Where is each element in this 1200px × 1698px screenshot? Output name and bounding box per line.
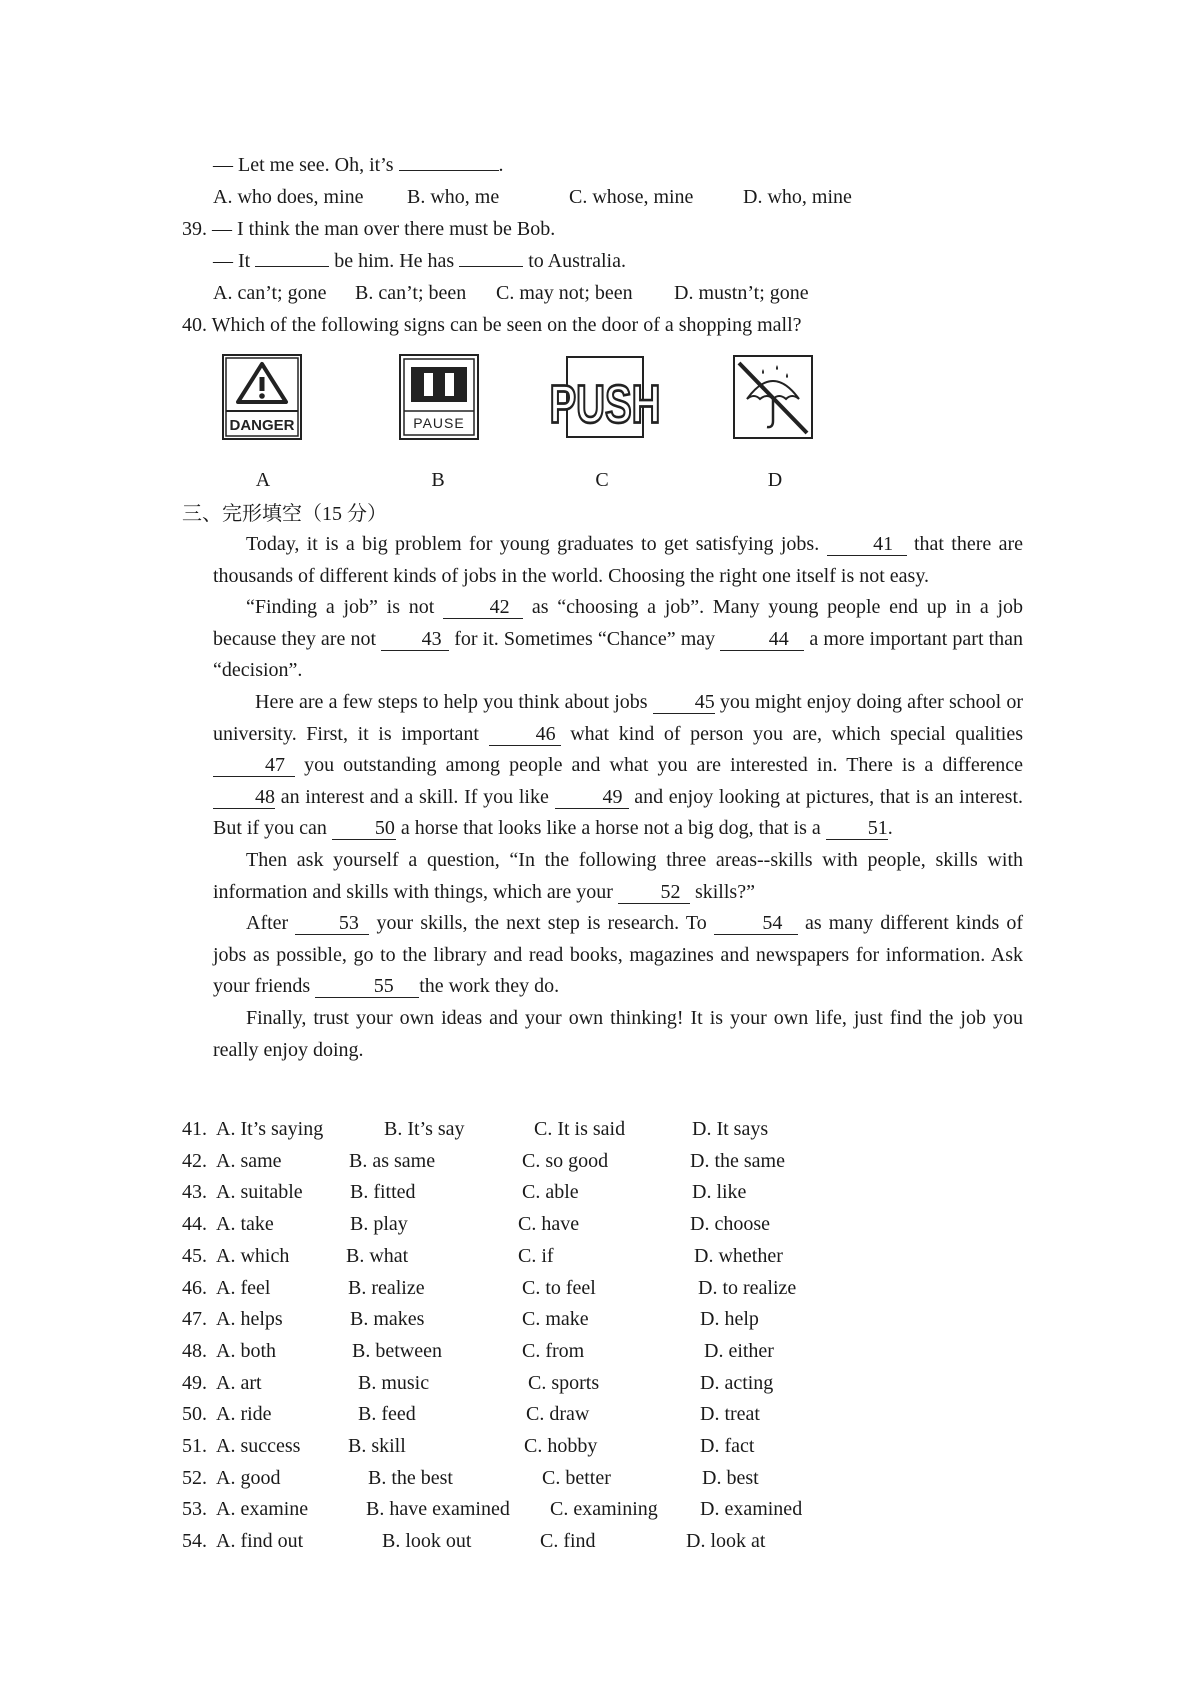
danger-warning-icon — [222, 354, 302, 440]
blank-41: 41 — [827, 533, 907, 556]
option-b: B. music — [358, 1371, 430, 1394]
option-d: D. who, mine — [743, 186, 852, 208]
option-a: A. can’t; gone — [213, 282, 327, 304]
option-b: B. makes — [350, 1308, 425, 1331]
option-row — [182, 1305, 1002, 1333]
sign-letter-a: A — [255, 469, 271, 491]
option-a: A. find out — [216, 1530, 304, 1553]
option-c: C. find — [540, 1530, 596, 1553]
cloze-passage — [213, 529, 1023, 1066]
blank-47: 47 — [213, 754, 295, 777]
passage-paragraph: After 53 your skills, the next step is research. To 54 as many different kinds of jobs as possible, go to the library and read books, magazines and newspapers for information. Ask your friends 55 the work they do. — [213, 912, 1024, 998]
option-d: D. whether — [694, 1244, 783, 1267]
option-d: D. like — [692, 1181, 747, 1204]
question-number: 52. — [182, 1466, 207, 1489]
q40-question: 40. Which of the following signs can be seen on the door of a shopping mall? — [182, 314, 802, 336]
sign-label: DANGER — [229, 417, 295, 434]
q38-options — [213, 183, 1013, 211]
option-b: B. feed — [358, 1403, 416, 1426]
question-number: 54. — [182, 1530, 207, 1553]
blank-49: 49 — [555, 786, 629, 809]
section-heading: 三、完形填空（15 分） — [182, 503, 387, 525]
option-c: C. draw — [526, 1403, 590, 1426]
pause-sign — [399, 354, 479, 440]
blank-55: 55 — [315, 975, 419, 998]
option-row — [182, 1178, 1002, 1206]
option-c: C. make — [522, 1308, 589, 1331]
option-b: B. the best — [368, 1466, 453, 1489]
option-c: C. able — [522, 1181, 579, 1204]
question-number: 46. — [182, 1276, 207, 1299]
option-a: A. suitable — [216, 1181, 303, 1204]
question-number: 47. — [182, 1308, 207, 1331]
blank-48: 48 — [213, 786, 275, 809]
option-a: A. good — [216, 1466, 281, 1489]
option-row — [182, 1527, 1002, 1555]
option-d: D. acting — [700, 1371, 774, 1394]
answer-blank — [459, 266, 523, 267]
option-a: A. take — [216, 1213, 274, 1236]
option-c: C. from — [522, 1339, 585, 1362]
option-c: C. It is said — [534, 1118, 626, 1140]
option-b: B. can’t; been — [355, 282, 467, 304]
blank-45: 45 — [653, 691, 715, 714]
question-number: 45. — [182, 1244, 207, 1267]
option-row — [182, 1464, 1002, 1492]
passage-paragraph: Today, it is a big problem for young graduates to get satisfying jobs. 41 that there are thousands of different kinds of jobs in the world. Choosing the right one itself is not easy. — [213, 533, 1024, 587]
passage-paragraph: Finally, trust your own ideas and your own thinking! It is your own life, just find the job you really enjoy doing. — [213, 1006, 1023, 1061]
passage-paragraph: “Finding a job” is not 42 as “choosing a job”. Many young people end up in a job because they are not 43 for it. Sometimes “Chance” may 44 a more important part than “decision”. — [213, 596, 1024, 682]
option-row — [182, 1432, 1002, 1460]
option-c: C. to feel — [522, 1276, 596, 1299]
option-a: A. It’s saying — [216, 1118, 324, 1140]
option-c: C. if — [518, 1244, 554, 1267]
option-b: B. look out — [382, 1530, 472, 1553]
option-b: B. realize — [348, 1276, 425, 1299]
blank-42: 42 — [443, 596, 523, 619]
question-number: 53. — [182, 1498, 207, 1521]
option-a: A. who does, mine — [213, 186, 364, 208]
question-number: 44. — [182, 1213, 207, 1236]
blank-51: 51 — [826, 817, 888, 840]
option-c: C. examining — [550, 1498, 658, 1521]
option-row — [182, 1495, 1002, 1523]
push-icon — [549, 356, 661, 438]
q39-options — [213, 279, 1013, 307]
option-d: D. the same — [690, 1149, 785, 1172]
blank-50: 50 — [332, 817, 396, 840]
option-row — [182, 1242, 1002, 1270]
question-number: 40. — [182, 314, 207, 336]
no-umbrella-sign — [733, 355, 813, 439]
sign-letter-b: B — [431, 469, 445, 491]
question-number: 48. — [182, 1339, 207, 1362]
question-number: 51. — [182, 1435, 207, 1457]
passage-paragraph: Then ask yourself a question, “In the following three areas--skills with people, skills with information and skills with things, which are your 52 skills?” — [213, 848, 1023, 903]
option-d: D. to realize — [698, 1276, 797, 1299]
answer-blank — [399, 170, 499, 171]
option-b: B. between — [352, 1339, 442, 1362]
q39-question: 39. — I think the man over there must be Bob. — [182, 218, 556, 240]
sign-label: PUSH — [549, 374, 661, 435]
question-number: 39. — [182, 218, 207, 240]
option-d: D. mustn’t; gone — [674, 282, 809, 304]
option-a: A. helps — [216, 1308, 283, 1331]
option-row — [182, 1337, 1002, 1365]
option-a: A. success — [216, 1435, 301, 1457]
option-d: D. help — [700, 1308, 759, 1331]
option-d: D. either — [704, 1339, 774, 1362]
option-b: B. what — [346, 1244, 409, 1267]
q38-dialog-line: — Let me see. Oh, it’s . — [213, 154, 504, 176]
option-c: C. may not; been — [496, 282, 633, 304]
option-d: D. fact — [700, 1435, 755, 1457]
option-d: D. examined — [700, 1498, 803, 1521]
option-b: B. have examined — [366, 1498, 510, 1521]
option-b: B. It’s say — [384, 1118, 465, 1140]
option-row — [182, 1369, 1002, 1397]
option-c: C. so good — [522, 1149, 609, 1172]
option-a: A. which — [216, 1244, 290, 1267]
option-c: C. whose, mine — [569, 186, 694, 208]
option-d: D. best — [702, 1466, 759, 1489]
passage-paragraph: Here are a few steps to help you think about jobs 45 you might enjoy doing after school or university. First, it is important 46 what kind of person you are, which special qualities 47 you outstanding among people and what you are interested in. There is a difference 48 an interest and a skill. If you like 49 and enjoy looking at pictures, that is an interest. But if you can 50 a horse that looks like a horse not a big dog, that is a 51. — [213, 690, 1024, 840]
option-row — [182, 1147, 1002, 1175]
option-b: B. fitted — [350, 1181, 416, 1204]
q39-dialog-line: — It be him. He has to Australia. — [213, 250, 626, 272]
option-b: B. who, me — [407, 186, 500, 208]
danger-sign — [222, 354, 302, 440]
sign-letter-c: C — [595, 469, 609, 491]
sign-letter-d: D — [767, 469, 783, 491]
option-row — [182, 1210, 1002, 1238]
option-d: D. treat — [700, 1403, 760, 1426]
option-b: B. play — [350, 1213, 408, 1236]
blank-53: 53 — [295, 912, 369, 935]
blank-54: 54 — [714, 912, 798, 935]
option-a: A. examine — [216, 1498, 309, 1521]
option-row — [182, 1115, 1002, 1143]
blank-46: 46 — [489, 723, 561, 746]
option-d: D. look at — [686, 1530, 766, 1553]
option-d: D. It says — [692, 1118, 769, 1140]
question-number: 42. — [182, 1149, 207, 1172]
option-b: B. skill — [348, 1435, 406, 1457]
option-c: C. have — [518, 1213, 580, 1236]
option-a: A. feel — [216, 1276, 271, 1299]
pause-icon — [399, 354, 479, 440]
option-a: A. ride — [216, 1403, 272, 1426]
option-row — [182, 1274, 1002, 1302]
option-b: B. as same — [349, 1149, 436, 1172]
option-c: C. sports — [528, 1371, 600, 1394]
option-a: A. both — [216, 1339, 276, 1362]
option-row — [182, 1400, 1002, 1428]
blank-52: 52 — [618, 881, 690, 904]
question-number: 49. — [182, 1371, 207, 1394]
option-d: D. choose — [690, 1213, 770, 1236]
option-c: C. better — [542, 1466, 611, 1489]
no-umbrella-icon — [733, 355, 813, 439]
question-number: 50. — [182, 1403, 207, 1426]
option-a: A. same — [216, 1149, 282, 1172]
question-number: 41. — [182, 1118, 207, 1140]
blank-43: 43 — [381, 628, 449, 651]
push-sign — [549, 356, 661, 438]
answer-blank — [255, 266, 329, 267]
option-c: C. hobby — [524, 1435, 598, 1457]
sign-label: PAUSE — [413, 415, 465, 431]
blank-44: 44 — [720, 628, 804, 651]
option-a: A. art — [216, 1371, 262, 1394]
question-number: 43. — [182, 1181, 207, 1204]
